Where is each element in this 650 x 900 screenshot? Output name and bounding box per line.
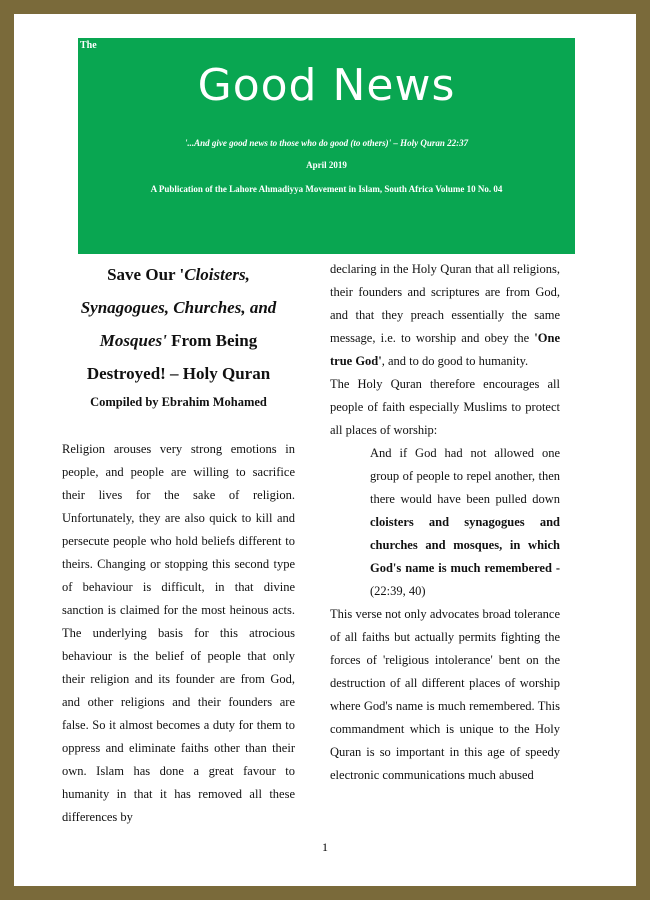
paragraph-3: The Holy Quran therefore encourages all people of faith especially Muslims to protect all places of worship:	[330, 377, 560, 437]
quran-quote: And if God had not allowed one group of people to repel another, then there would have been pulled down cloisters and synagogues and churches and mosques, in which God's name is much remembered - (22:39, 40)	[370, 446, 560, 598]
paragraph-2: declaring in the Holy Quran that all religions, their founders and scriptures are from God, and that they preach essentially the same message, i.e. to worship and obey the 'One true God', and to do good to humanity.	[330, 262, 560, 368]
publication-info: A Publication of the Lahore Ahmadiyya Movement in Islam, South Africa Volume 10 No. 04	[150, 184, 503, 194]
issue-date: April 2019	[306, 160, 347, 170]
paragraph-1: Religion arouses very strong emotions in people, and people are willing to sacrifice their lives for the sake of religion. Unfortunately, they are also quick to kill and persecute people who hold beliefs different to theirs. Changing or stopping this second type of behaviour is difficult, in that divine sanction is claimed for the most heinous acts. The underlying basis for this atrocious behaviour is the belief of people that only their religion and its founder are from God, and other religions and their founders are false. So it almost becomes a duty for them to oppress and eliminate faiths other than their own. Islam has done a great favour to humanity in that it has removed all these differences by	[62, 442, 295, 824]
paragraph-4: This verse not only advocates broad tolerance of all faiths but actually permits fighting the forces of 'religious intolerance' bent on the destruction of all different places of worship where God's name is much remembered. This commandment which is unique to the Holy Quran is so important in this age of speedy electronic communications much abused	[330, 607, 560, 782]
masthead	[78, 38, 575, 254]
newsletter-title: Good News	[197, 60, 456, 111]
masthead-quote: '...And give good news to those who do good (to others)' – Holy Quran 22:37	[184, 138, 469, 148]
article-headline: Save Our 'Cloisters, Synagogues, Churches, and Mosques' From Being Destroyed! – Holy Quran	[80, 265, 277, 383]
left-column	[62, 258, 295, 829]
page-number: 1	[322, 840, 328, 854]
right-column	[330, 258, 560, 787]
byline: Compiled by Ebrahim Mohamed	[90, 395, 267, 409]
masthead-small-title: The	[80, 40, 97, 51]
